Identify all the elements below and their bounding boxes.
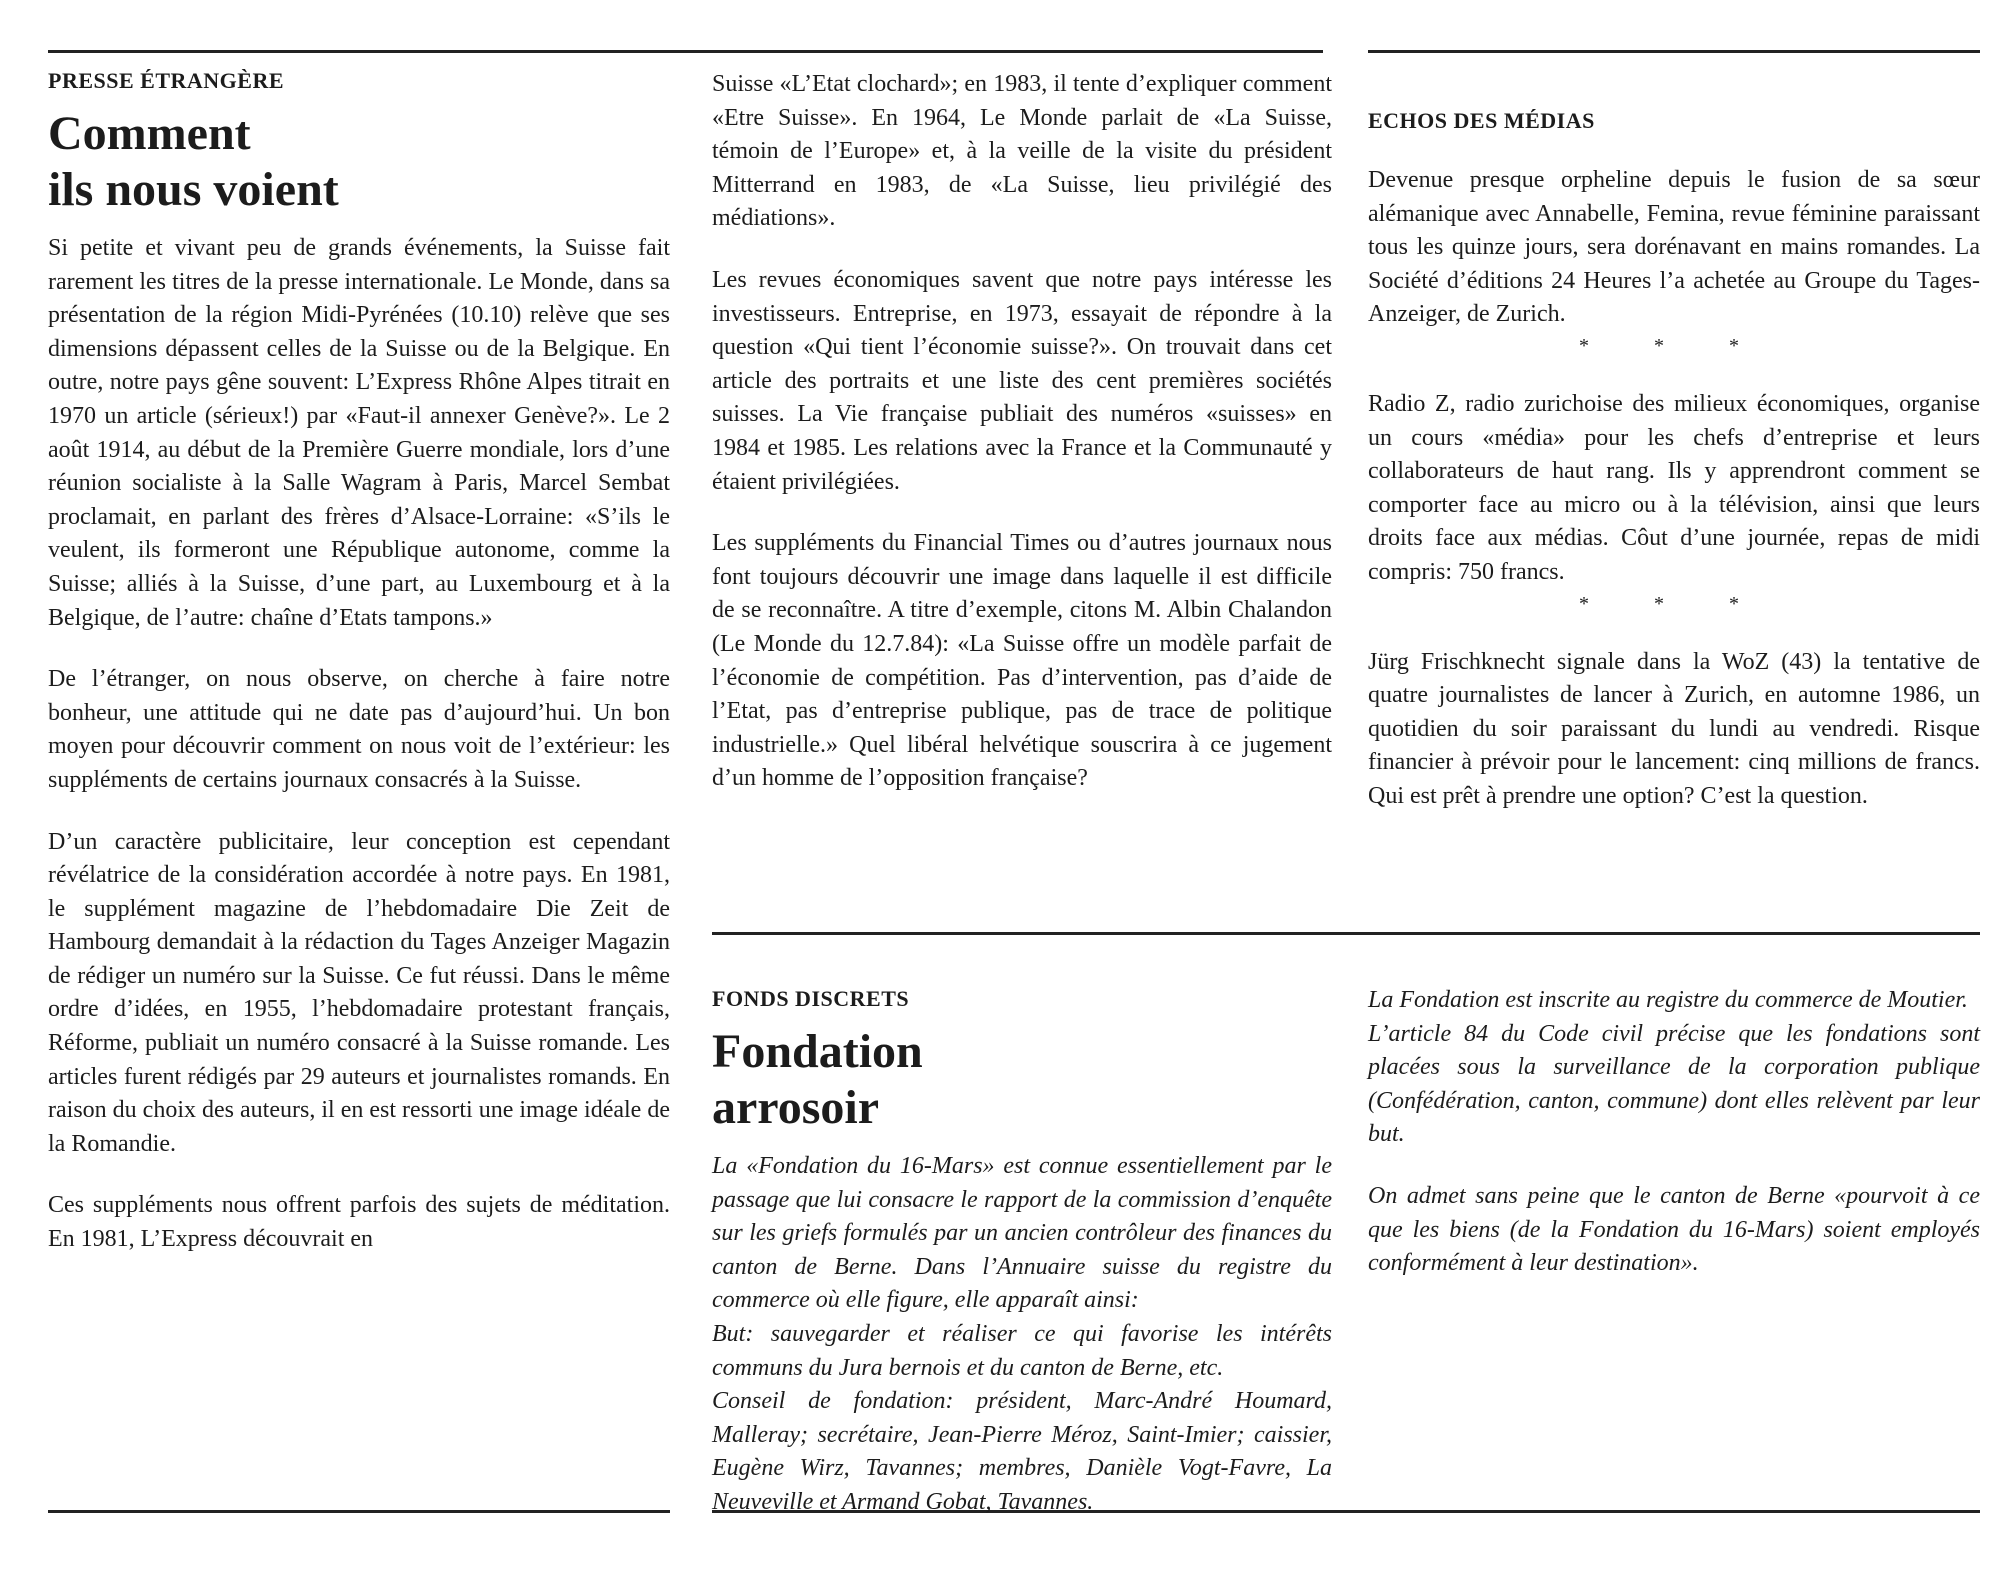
presse-kicker: PRESSE ÉTRANGÈRE [48,68,285,93]
fonds-title-line1: Fondation [712,1025,923,1078]
echos-kicker: ECHOS DES MÉDIAS [1368,108,1595,133]
fonds-paragraph-2: But: sauvegarder et réaliser ce qui favorise les intérêts communs du Jura bernois et du canton de Berne, etc. [712,1320,1332,1381]
presse-paragraph-4: Ces suppléments nous offrent parfois des sujets de méditation. En 1981, L’Express découvrait en [48,1192,670,1253]
fonds-paragraph-3: Conseil de fondation: président, Marc-André Houmard, Malleray; secrétaire, Jean-Pierre Méroz, Saint-Imier; caissier, Eugène Wirz, Tavannes; membres, Danièle Vogt-Favre, La Neuveville et Armand Gobat, Tavannes. [712,1388,1332,1515]
fonds-kicker: FONDS DISCRETS [712,986,910,1011]
echos-paragraph-2: Radio Z, radio zurichoise des milieux économiques, organise un cours «média» pour les chefs d’entreprise et leurs collaborateurs de haut rang. Ils y apprendront comment se comporter face au micro ou à la télévision, ainsi que leurs droits face aux médias. Côut d’une journée, repas de midi compris: 750 francs. [1368,390,1980,585]
bottom-rule-left [48,1510,670,1513]
fonds-title-line2: arrosoir [712,1081,880,1134]
presse-paragraph-6: Les revues économiques savent que notre pays intéresse les investisseurs. Entreprise, en 1973, essayait de répondre à la question «Qui tient l’économie suisse?». On trouvait dans cet article des portraits et une liste des cent premières sociétés suisses. La Vie française publiait des numéros «suisses» en 1984 et 1985. Les relations avec la France et la Communauté y étaient privilégiées. [712,266,1332,495]
fonds-paragraph-5: L’article 84 du Code civil précise que les fondations sont placées sous la surveillance de la corporation publique (Confédération, canton, commune) dont elles relèvent par leur but. [1368,1020,1980,1148]
fonds-paragraph-4: La Fondation est inscrite au registre du commerce de Moutier. [1368,987,1968,1013]
presse-title-line1: Comment [48,107,251,160]
middle-rule [712,932,1980,935]
fonds-column-2 [1368,984,1980,1281]
echos-paragraph-3: Jürg Frischknecht signale dans la WoZ (43) la tentative de quatre journalistes de lancer à Zurich, en automne 1986, un quotidien du soir paraissant du lundi au vendredi. Risque financier à prévoir pour le lancement: cinq millions de francs. Qui est prêt à prendre une option? C’est la question. [1368,648,1980,809]
presse-paragraph-3: D’un caractère publicitaire, leur conception est cependant révélatrice de la considération accordée à notre pays. En 1981, le supplément magazine de l’hebdomadaire Die Zeit de Hambourg demandait à la rédaction du Tages Anzeiger Magazin de rédiger un numéro sur la Suisse. Ce fut réussi. Dans le même ordre d’idées, en 1955, l’hebdomadaire protestant français, Réforme, publiait un numéro consacré à la Suisse romande. Les articles furent rédigés par 29 auteurs et journalistes romands. En raison du choix des auteurs, il en est ressorti une image idéale de la Romandie. [48,828,670,1157]
presse-paragraph-1: Si petite et vivant peu de grands événements, la Suisse fait rarement les titres de la presse internationale. Le Monde, dans sa présentation de la région Midi-Pyrénées (10.10) relève que ses dimensions dépassent celles de la Suisse ou de la Belgique. En outre, notre pays gêne souvent: L’Express Rhône Alpes titrait en 1970 un article (sérieux!) par «Faut-il annexer Genève?». Le 2 août 1914, au début de la Première Guerre mondiale, lors d’une réunion socialiste à la Salle Wagram à Paris, Marcel Sembat proclamait, en parlant des frères d’Alsace-Lorraine: «S’ils le veulent, ils formeront une République autonome, comme la Suisse; alliés à la Suisse, d’une part, au Luxembourg et à la Belgique, de l’autre: chaîne d’Etats tampons.» [48,235,670,631]
presse-paragraph-7: Les suppléments du Financial Times ou d’autres journaux nous font toujours découvrir une image dans laquelle il est difficile de se reconnaître. A titre d’exemple, citons M. Albin Chalandon (Le Monde du 12.7.84): «La Suisse offre un modèle parfait de l’économie de compétition. Pas d’intervention, pas d’aide de l’Etat, pas d’entreprise publique, pas de trace de politique industrielle.» Quel libéral helvétique souscrira à ce jugement d’un homme de l’opposition française? [712,530,1332,792]
presse-paragraph-2: De l’étranger, on nous observe, on cherche à faire notre bonheur, une attitude qui ne date pas d’aujourd’hui. Un bon moyen pour découvrir comment on nous voit de l’extérieur: les suppléments de certains journaux consacrés à la Suisse. [48,666,670,793]
echos-column [1368,106,1980,814]
presse-headline [48,106,670,218]
fonds-paragraph-6: On admet sans peine que le canton de Berne «pourvoit à ce que les biens (de la Fondation du 16-Mars) soient employés conformément à leur destination». [1368,1182,1980,1277]
echos-separator-1: * * * [1579,334,1769,357]
presse-column-1 [48,66,670,1257]
presse-column-2 [712,68,1332,796]
fonds-paragraph-1: La «Fondation du 16-Mars» est connue essentiellement par le passage que lui consacre le rapport de la commission d’enquête sur les griefs formulés par un ancien contrôleur des finances du canton de Berne. Dans l’Annuaire suisse du registre du commerce où elle figure, elle apparaît ainsi: [712,1153,1332,1314]
presse-paragraph-5: Suisse «L’Etat clochard»; en 1983, il tente d’expliquer comment «Etre Suisse». En 1964, Le Monde parlait de «La Suisse, témoin de l’Europe» et, à la veille de la visite du président Mitterrand en 1983, de «La Suisse, lieu privilégié des médiations». [712,71,1332,232]
top-rule-right [1368,50,1980,53]
presse-title-line2: ils nous voient [48,163,339,216]
top-rule-left [48,50,1323,53]
fonds-headline [712,1024,1332,1136]
echos-separator-2: * * * [1579,592,1769,615]
echos-paragraph-1: Devenue presque orpheline depuis le fusion de sa sœur alémanique avec Annabelle, Femina, revue féminine paraissant tous les quinze jours, sera dorénavant en mains romandes. La Société d’éditions 24 Heures l’a achetée au Groupe du Tages-Anzeiger, de Zurich. [1368,167,1980,328]
fonds-column-1 [712,984,1332,1520]
